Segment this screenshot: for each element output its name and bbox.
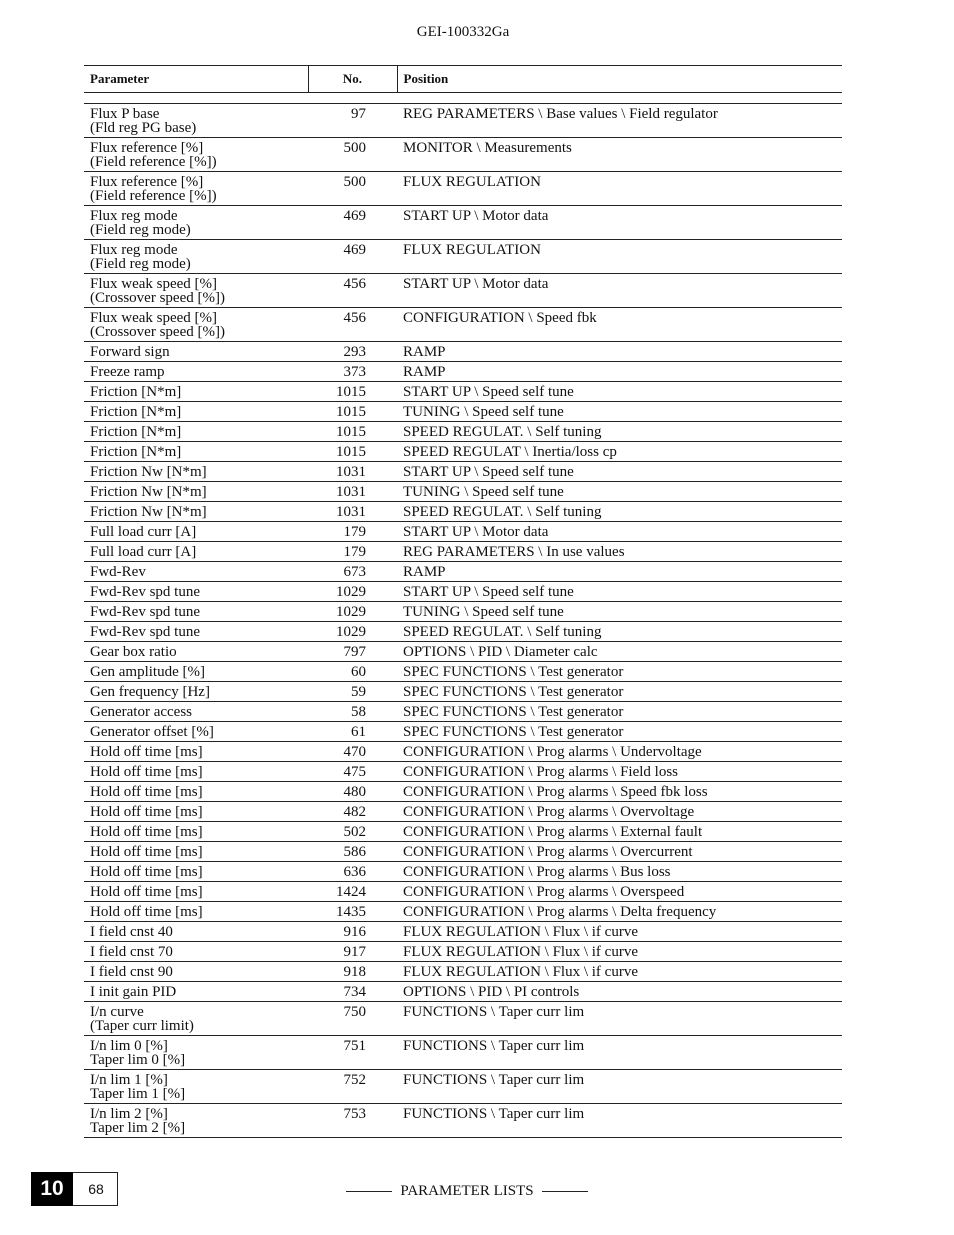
parameter-number: 482 <box>308 802 397 822</box>
parameter-name: Friction Nw [N*m] <box>90 464 207 480</box>
parameter-position: START UP \ Motor data <box>397 274 842 308</box>
chapter-number: 10 <box>31 1172 73 1206</box>
table-row <box>84 702 842 722</box>
parameter-cell <box>84 1104 308 1138</box>
parameter-number: 1031 <box>308 462 397 482</box>
parameter-number: 1435 <box>308 902 397 922</box>
parameter-name: Hold off time [ms] <box>90 784 203 800</box>
parameter-position: CONFIGURATION \ Prog alarms \ Overvoltage <box>397 802 842 822</box>
parameter-cell <box>84 172 308 206</box>
parameter-name: I/n curve <box>90 1004 144 1020</box>
parameter-position: START UP \ Speed self tune <box>397 582 842 602</box>
parameter-cell <box>84 462 308 482</box>
parameter-cell <box>84 602 308 622</box>
table-row <box>84 522 842 542</box>
parameter-position: SPEC FUNCTIONS \ Test generator <box>397 722 842 742</box>
parameter-cell <box>84 922 308 942</box>
parameter-cell <box>84 942 308 962</box>
parameter-cell <box>84 138 308 172</box>
parameter-cell <box>84 762 308 782</box>
parameter-position: FUNCTIONS \ Taper curr lim <box>397 1104 842 1138</box>
parameter-cell <box>84 702 308 722</box>
table-row <box>84 682 842 702</box>
parameter-cell <box>84 482 308 502</box>
parameter-cell <box>84 402 308 422</box>
parameter-alt-name: (Crossover speed [%]) <box>90 324 225 340</box>
table-row <box>84 1104 842 1138</box>
parameter-position: START UP \ Speed self tune <box>397 382 842 402</box>
parameter-position: OPTIONS \ PID \ Diameter calc <box>397 642 842 662</box>
parameter-cell <box>84 274 308 308</box>
parameter-name: Fwd-Rev spd tune <box>90 584 200 600</box>
table-row <box>84 1002 842 1036</box>
parameter-number: 918 <box>308 962 397 982</box>
parameter-number: 916 <box>308 922 397 942</box>
parameter-cell <box>84 422 308 442</box>
table-body <box>84 93 842 1138</box>
parameter-name: Fwd-Rev spd tune <box>90 604 200 620</box>
parameter-cell <box>84 662 308 682</box>
parameter-cell <box>84 240 308 274</box>
parameter-name: I/n lim 1 [%] <box>90 1072 168 1088</box>
parameter-alt-name: (Taper curr limit) <box>90 1018 194 1034</box>
parameter-cell <box>84 206 308 240</box>
parameter-alt-name: (Crossover speed [%]) <box>90 290 225 306</box>
parameter-cell <box>84 782 308 802</box>
parameter-position: START UP \ Speed self tune <box>397 462 842 482</box>
table-row <box>84 274 842 308</box>
parameter-position: FLUX REGULATION \ Flux \ if curve <box>397 962 842 982</box>
parameter-cell <box>84 862 308 882</box>
parameter-position: RAMP <box>397 342 842 362</box>
table-row <box>84 822 842 842</box>
parameter-number: 475 <box>308 762 397 782</box>
parameter-name: I init gain PID <box>90 984 177 1000</box>
parameter-name: I field cnst 40 <box>90 924 173 940</box>
parameter-name: Hold off time [ms] <box>90 824 203 840</box>
parameter-position: REG PARAMETERS \ In use values <box>397 542 842 562</box>
table-row <box>84 562 842 582</box>
parameter-name: Hold off time [ms] <box>90 744 203 760</box>
parameter-cell <box>84 308 308 342</box>
parameter-alt-name: (Field reference [%]) <box>90 188 217 204</box>
parameter-cell <box>84 622 308 642</box>
parameter-name: I field cnst 70 <box>90 944 173 960</box>
parameter-position: CONFIGURATION \ Prog alarms \ External fault <box>397 822 842 842</box>
parameter-name: Full load curr [A] <box>90 524 197 540</box>
parameter-cell <box>84 902 308 922</box>
table-header <box>84 66 842 93</box>
parameter-name: Full load curr [A] <box>90 544 197 560</box>
parameter-name: I/n lim 0 [%] <box>90 1038 168 1054</box>
parameter-number: 1029 <box>308 622 397 642</box>
parameter-position: FLUX REGULATION <box>397 172 842 206</box>
parameter-cell <box>84 442 308 462</box>
parameter-cell <box>84 1036 308 1070</box>
parameter-cell <box>84 802 308 822</box>
parameter-name: Hold off time [ms] <box>90 884 203 900</box>
column-header-no: No. <box>308 66 397 93</box>
parameter-name: Flux reference [%] <box>90 140 204 156</box>
parameter-table <box>84 65 842 1138</box>
parameter-position: REG PARAMETERS \ Base values \ Field regulator <box>397 104 842 138</box>
parameter-position: CONFIGURATION \ Prog alarms \ Overspeed <box>397 882 842 902</box>
parameter-name: Gen frequency [Hz] <box>90 684 210 700</box>
table-row <box>84 462 842 482</box>
table-row <box>84 942 842 962</box>
parameter-name: Friction [N*m] <box>90 384 182 400</box>
parameter-name: Friction [N*m] <box>90 404 182 420</box>
parameter-position: SPEED REGULAT \ Inertia/loss cp <box>397 442 842 462</box>
table-row <box>84 308 842 342</box>
parameter-cell <box>84 682 308 702</box>
parameter-name: I field cnst 90 <box>90 964 173 980</box>
parameter-alt-name: Taper lim 2 [%] <box>90 1120 186 1136</box>
parameter-position: START UP \ Motor data <box>397 206 842 240</box>
parameter-number: 1015 <box>308 422 397 442</box>
parameter-number: 752 <box>308 1070 397 1104</box>
parameter-alt-name: (Field reference [%]) <box>90 154 217 170</box>
table-row <box>84 662 842 682</box>
table-row <box>84 902 842 922</box>
parameter-cell <box>84 104 308 138</box>
parameter-position: CONFIGURATION \ Prog alarms \ Speed fbk loss <box>397 782 842 802</box>
parameter-number: 751 <box>308 1036 397 1070</box>
parameter-name: Generator offset [%] <box>90 724 214 740</box>
parameter-cell <box>84 582 308 602</box>
parameter-position: TUNING \ Speed self tune <box>397 402 842 422</box>
table-row <box>84 382 842 402</box>
table-row <box>84 882 842 902</box>
parameter-position: CONFIGURATION \ Prog alarms \ Bus loss <box>397 862 842 882</box>
parameter-name: Gear box ratio <box>90 644 177 660</box>
page-tab <box>31 1172 118 1206</box>
parameter-name: Flux reference [%] <box>90 174 204 190</box>
column-header-parameter: Parameter <box>84 66 308 93</box>
parameter-number: 500 <box>308 172 397 206</box>
parameter-number: 179 <box>308 522 397 542</box>
parameter-number: 1015 <box>308 442 397 462</box>
parameter-name: Gen amplitude [%] <box>90 664 205 680</box>
parameter-name: I/n lim 2 [%] <box>90 1106 168 1122</box>
parameter-number: 750 <box>308 1002 397 1036</box>
parameter-cell <box>84 342 308 362</box>
table-row <box>84 422 842 442</box>
table-row <box>84 172 842 206</box>
table-row <box>84 442 842 462</box>
parameter-number: 586 <box>308 842 397 862</box>
table-row <box>84 762 842 782</box>
parameter-name: Hold off time [ms] <box>90 904 203 920</box>
parameter-cell <box>84 982 308 1002</box>
parameter-name: Friction [N*m] <box>90 444 182 460</box>
table-row <box>84 542 842 562</box>
table-row <box>84 138 842 172</box>
parameter-position: CONFIGURATION \ Prog alarms \ Delta frequency <box>397 902 842 922</box>
parameter-name: Friction Nw [N*m] <box>90 504 207 520</box>
parameter-name: Flux reg mode <box>90 208 178 224</box>
parameter-position: MONITOR \ Measurements <box>397 138 842 172</box>
parameter-number: 179 <box>308 542 397 562</box>
parameter-position: CONFIGURATION \ Speed fbk <box>397 308 842 342</box>
parameter-alt-name: Taper lim 1 [%] <box>90 1086 186 1102</box>
table-row <box>84 362 842 382</box>
parameter-number: 753 <box>308 1104 397 1138</box>
footer-rule-right <box>542 1191 588 1192</box>
parameter-position: SPEC FUNCTIONS \ Test generator <box>397 702 842 722</box>
parameter-name: Flux weak speed [%] <box>90 310 218 326</box>
parameter-position: SPEED REGULAT. \ Self tuning <box>397 502 842 522</box>
parameter-alt-name: (Field reg mode) <box>90 222 191 238</box>
parameter-number: 500 <box>308 138 397 172</box>
parameter-name: Flux weak speed [%] <box>90 276 218 292</box>
table-row <box>84 502 842 522</box>
parameter-position: CONFIGURATION \ Prog alarms \ Overcurrent <box>397 842 842 862</box>
table-row <box>84 104 842 138</box>
parameter-number: 293 <box>308 342 397 362</box>
parameter-number: 60 <box>308 662 397 682</box>
section-title: PARAMETER LISTS <box>400 1183 534 1199</box>
table-row <box>84 922 842 942</box>
parameter-position: TUNING \ Speed self tune <box>397 482 842 502</box>
parameter-position: FUNCTIONS \ Taper curr lim <box>397 1070 842 1104</box>
parameter-name: Forward sign <box>90 344 170 360</box>
parameter-number: 373 <box>308 362 397 382</box>
parameter-number: 734 <box>308 982 397 1002</box>
parameter-name: Flux P base <box>90 106 160 122</box>
parameter-cell <box>84 842 308 862</box>
parameter-name: Generator access <box>90 704 193 720</box>
parameter-name: Freeze ramp <box>90 364 165 380</box>
table-row <box>84 602 842 622</box>
page-number: 68 <box>88 1181 104 1197</box>
parameter-name: Friction [N*m] <box>90 424 182 440</box>
table-row <box>84 622 842 642</box>
parameter-number: 480 <box>308 782 397 802</box>
parameter-position: FUNCTIONS \ Taper curr lim <box>397 1002 842 1036</box>
parameter-cell <box>84 882 308 902</box>
parameter-cell <box>84 542 308 562</box>
parameter-name: Hold off time [ms] <box>90 804 203 820</box>
parameter-number: 1031 <box>308 482 397 502</box>
parameter-number: 673 <box>308 562 397 582</box>
parameter-name: Hold off time [ms] <box>90 864 203 880</box>
parameter-name: Flux reg mode <box>90 242 178 258</box>
table-row <box>84 742 842 762</box>
table-row <box>84 582 842 602</box>
table-row <box>84 982 842 1002</box>
parameter-position: SPEED REGULAT. \ Self tuning <box>397 422 842 442</box>
parameter-position: FLUX REGULATION \ Flux \ if curve <box>397 942 842 962</box>
parameter-cell <box>84 742 308 762</box>
parameter-name: Fwd-Rev spd tune <box>90 624 200 640</box>
parameter-cell <box>84 1002 308 1036</box>
parameter-cell <box>84 382 308 402</box>
parameter-number: 502 <box>308 822 397 842</box>
parameter-number: 456 <box>308 274 397 308</box>
table-row <box>84 240 842 274</box>
parameter-number: 1015 <box>308 382 397 402</box>
parameter-position: FLUX REGULATION \ Flux \ if curve <box>397 922 842 942</box>
parameter-number: 97 <box>308 104 397 138</box>
parameter-number: 1031 <box>308 502 397 522</box>
parameter-position: TUNING \ Speed self tune <box>397 602 842 622</box>
table-row <box>84 862 842 882</box>
parameter-number: 59 <box>308 682 397 702</box>
parameter-position: START UP \ Motor data <box>397 522 842 542</box>
parameter-name: Friction Nw [N*m] <box>90 484 207 500</box>
parameter-position: SPEC FUNCTIONS \ Test generator <box>397 662 842 682</box>
parameter-cell <box>84 822 308 842</box>
parameter-name: Hold off time [ms] <box>90 764 203 780</box>
parameter-cell <box>84 362 308 382</box>
parameter-alt-name: (Field reg mode) <box>90 256 191 272</box>
parameter-position: OPTIONS \ PID \ PI controls <box>397 982 842 1002</box>
parameter-name: Hold off time [ms] <box>90 844 203 860</box>
parameter-alt-name: Taper lim 0 [%] <box>90 1052 186 1068</box>
parameter-number: 469 <box>308 240 397 274</box>
parameter-position: CONFIGURATION \ Prog alarms \ Field loss <box>397 762 842 782</box>
table-row <box>84 802 842 822</box>
table-row <box>84 342 842 362</box>
table-row <box>84 206 842 240</box>
parameter-number: 456 <box>308 308 397 342</box>
parameter-number: 470 <box>308 742 397 762</box>
parameter-position: CONFIGURATION \ Prog alarms \ Undervoltage <box>397 742 842 762</box>
parameter-number: 58 <box>308 702 397 722</box>
table-row <box>84 1070 842 1104</box>
parameter-cell <box>84 1070 308 1104</box>
footer-rule-left <box>346 1191 392 1192</box>
table-row <box>84 642 842 662</box>
parameter-position: FLUX REGULATION <box>397 240 842 274</box>
header-spacer <box>84 93 842 104</box>
table-row <box>84 482 842 502</box>
parameter-cell <box>84 722 308 742</box>
table-row <box>84 842 842 862</box>
parameter-position: RAMP <box>397 362 842 382</box>
document-id: GEI-100332Ga <box>416 24 510 40</box>
parameter-cell <box>84 962 308 982</box>
parameter-number: 1015 <box>308 402 397 422</box>
table-row <box>84 402 842 422</box>
parameter-number: 1424 <box>308 882 397 902</box>
parameter-number: 917 <box>308 942 397 962</box>
column-header-position: Position <box>397 66 842 93</box>
parameter-position: FUNCTIONS \ Taper curr lim <box>397 1036 842 1070</box>
table-row <box>84 1036 842 1070</box>
parameter-name: Fwd-Rev <box>90 564 146 580</box>
parameter-cell <box>84 522 308 542</box>
parameter-alt-name: (Fld reg PG base) <box>90 120 197 136</box>
table-row <box>84 722 842 742</box>
parameter-cell <box>84 562 308 582</box>
parameter-number: 1029 <box>308 582 397 602</box>
parameter-position: RAMP <box>397 562 842 582</box>
footer-section-title <box>342 1183 592 1200</box>
parameter-number: 636 <box>308 862 397 882</box>
parameter-number: 61 <box>308 722 397 742</box>
parameter-position: SPEC FUNCTIONS \ Test generator <box>397 682 842 702</box>
table-row <box>84 962 842 982</box>
parameter-position: SPEED REGULAT. \ Self tuning <box>397 622 842 642</box>
table-row <box>84 782 842 802</box>
parameter-cell <box>84 642 308 662</box>
parameter-number: 469 <box>308 206 397 240</box>
parameter-cell <box>84 502 308 522</box>
parameter-number: 1029 <box>308 602 397 622</box>
parameter-number: 797 <box>308 642 397 662</box>
